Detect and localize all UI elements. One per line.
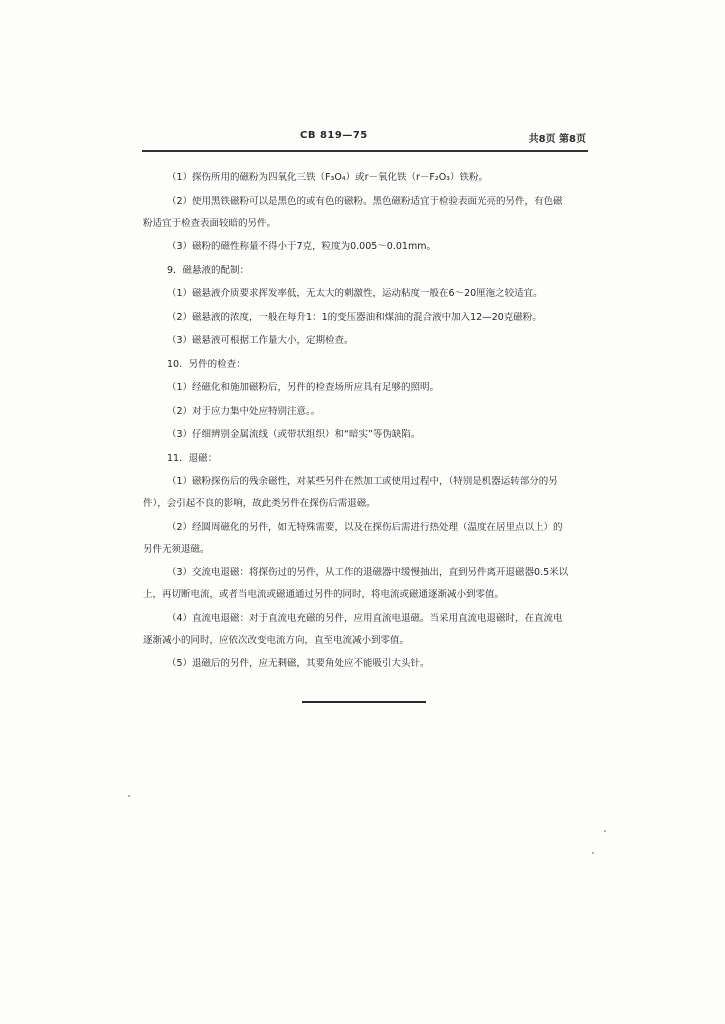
paragraph-circular-magnetization: （2）经圆周磁化的另件，如无特殊需要，以及在探伤后需进行热处理（温度在居里点以上）的	[167, 521, 563, 533]
paragraph-after-demagnetization: （5）退磁后的另件，应无剩磁，其要角处应不能吸引大头针。	[167, 658, 430, 669]
scan-speck	[128, 795, 130, 797]
paragraph-ac-demagnetization: （3）交流电退磁：将探伤过的另件，从工作的退磁器中缓慢抽出，直到另件离开退磁器0.5米以	[167, 567, 569, 578]
paragraph-circular-magnetization-continued: 另件无须退磁。	[143, 543, 210, 555]
scan-speck	[604, 830, 606, 832]
page-number-info: 共8页 第8页	[528, 134, 586, 145]
paragraph-magnetic-powder-type: （1）探伤所用的磁粉为四氧化三铁（F₃O₄）或r－氧化铁（r－F₂O₃）铁粉。	[167, 172, 488, 183]
paragraph-powder-color-continued: 粉适宜于检查表面较暗的另件。	[143, 217, 277, 229]
section-heading-suspension: 9．磁悬液的配制：	[167, 264, 250, 276]
paragraph-dc-demagnetization-continued: 逐渐减小的同时，应依次改变电流方向，直至电流减小到零值。	[143, 634, 410, 646]
section-heading-demagnetization: 11．退磁：	[167, 452, 218, 464]
paragraph-ac-demagnetization-continued: 上，再切断电流，或者当电流或磁通通过另件的同时，将电流或磁通逐渐减小到零值。	[143, 589, 505, 600]
header-divider	[142, 150, 588, 152]
paragraph-residual-magnetism-continued: 件），会引起不良的影响，故此类另件在探伤后需退磁。	[143, 498, 376, 509]
section-heading-inspection: 10．另件的检查：	[167, 358, 246, 370]
paragraph-residual-magnetism: （1）磁粉探伤后的残余磁性，对某些另件在然加工或使用过程中，（特别是机器运转部分的另	[167, 476, 558, 487]
standard-code: CB 819—75	[300, 130, 368, 141]
paragraph-stress-concentration: （2）对于应力集中处应特别注意。。	[167, 405, 321, 417]
paragraph-dc-demagnetization: （4）直流电退磁：对于直流电充磁的另件，应用直流电退磁。当采用直流电退磁时，在直流电	[167, 612, 563, 624]
paragraph-suspension-check: （3）磁悬液可根据工作量大小，定期检查。	[167, 335, 354, 346]
end-of-document-rule	[302, 701, 426, 703]
document-body	[143, 172, 589, 670]
scan-speck	[592, 852, 594, 854]
paragraph-suspension-medium: （1）磁悬液介质要求挥发率低，无太大的刺激性，运动粘度一般在6～20厘沲之较适宜。	[167, 288, 543, 299]
paragraph-pseudo-defects: （3）仔细辨别金属流线（或带状组织）和“暗实”等伪缺陷。	[167, 429, 421, 440]
page-header	[142, 128, 588, 148]
paragraph-powder-color: （2）使用黑铁磁粉可以是黑色的或有色的磁粉。黑色磁粉适宜于检验表面光亮的另件，有色磁	[167, 195, 563, 207]
paragraph-powder-weight: （3）磁粉的磁性称量不得小于7克，粒度为0.005～0.01mm。	[167, 241, 436, 252]
paragraph-suspension-concentration: （2）磁悬液的浓度，一般在每升1：1的变压器油和煤油的混合液中加入12—20克磁粉。	[167, 311, 542, 323]
paragraph-inspection-lighting: （1）经磁化和施加磁粉后，另件的检查场所应具有足够的照明。	[167, 382, 440, 393]
